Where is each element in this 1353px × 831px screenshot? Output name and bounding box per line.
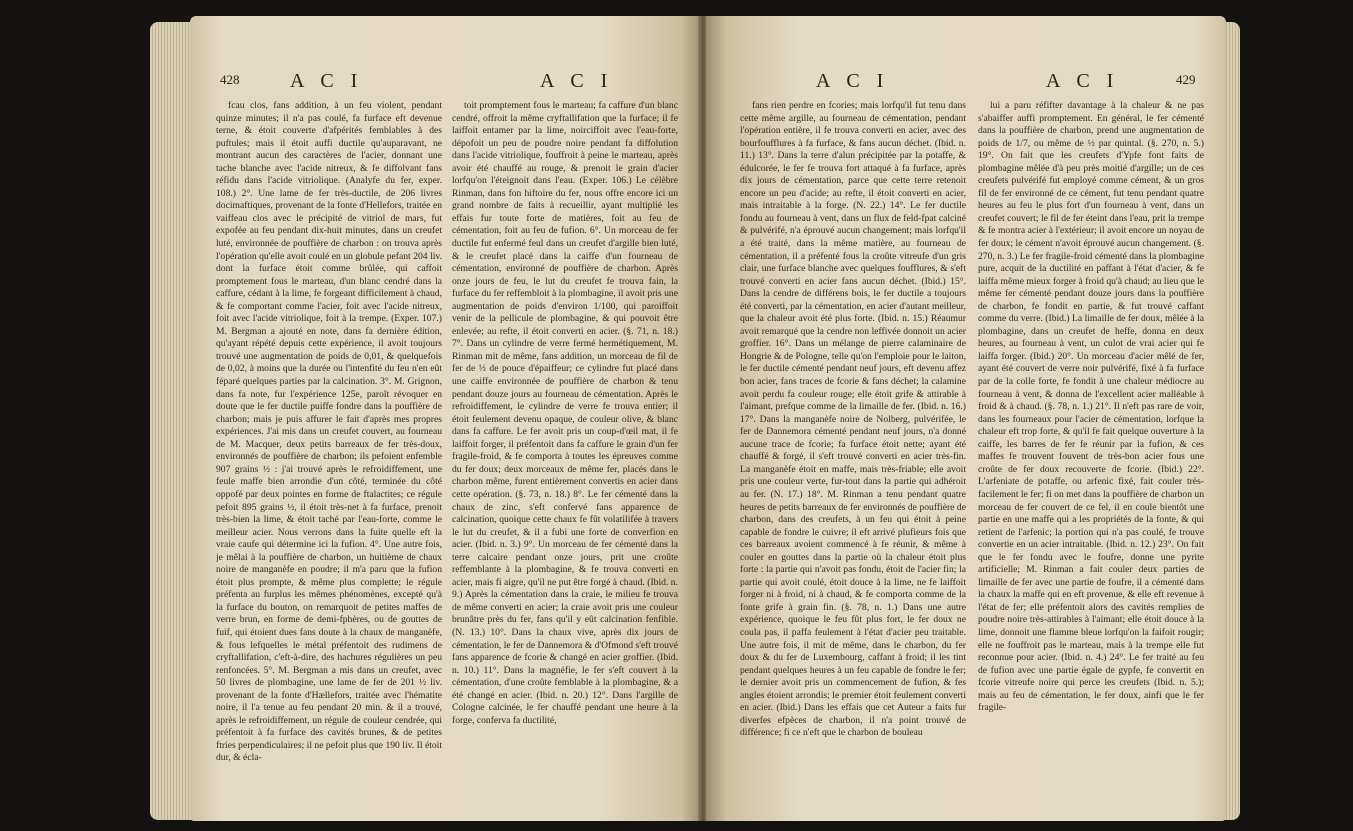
right-running-head-b: A C I: [1046, 70, 1120, 92]
right-column-2-text: lui a paru réfifter davantage à la chaleur & ne pas s'abaiffer auffi promptement. En général, le fer cémenté dans la pouffière de charbon, prend une augmentation de poids de 1/7, ou même de ½ par quintal. (§. 270, n. 5.) 19°. On fait que les creufets d'Ypfe font faits de plombagine mêlée d'à peu près moitié d'argille; un de ces creufets pulvérifé fut employé comme cément, & un gros fil de fer environné de ce cément, fut tenu pendant quatre heures au feu le plus fort d'un fourneau à vent, dans un creufet couvert; le fil de fer éteint dans l'eau, prit la trempe & fe montra acier à l'extérieur; il avoit encore un noyau de fer doux; le cément n'avoit éprouvé aucun changement. (§. 270, n. 3.) Le fer fragile-froid cémenté dans la plombagine pure, acquit de la ductilité en paffant à l'état d'acier, & fe laiffa même mieux forger à froid qu'à chaud; au lieu que le même fer cémenté pendant douze jours dans la pouffière de charbon, fe fondit en partie, & fut trouvé caffant comme du verre. (Ibid.) La limaille de fer doux, mêlée à la plombagine, dans un creufet de heffe, donna en deux heures, au fourneau à vent, un culot de vrai acier qui fe laiffa forger. (Ibid.) 20°. Un morceau d'acier mêlé de fer, ayant été couvert de verre noir pulvérifé, fixé à fa furface par de la colle forte, fe fondit à une chaleur médiocre au fourneau à vent, & donna de l'excellent acier malléable à froid & à chaud. (§. 78, n. 1.) 21°. Il n'eft pas rare de voir, dans les fourneaux pour l'acier de cémentation, lorfque la chaleur eft trop forte, & qu'il fe fait quelque ouverture à la caiffe, les barres de fer fe réunir par la fufion, & ces maffes fe trouvent fouvent de très-bon acier fous une croûte de fer doux recouverte de fcorie. (Ibid.) 22°. L'arfeniate de potaffe, ou arfenic fixé, fait couler très-facilement le fer; fi on met dans la pouffière de charbon un morceau de fer couvert de ce fel, il en coule bientôt une partie en une maffe qui a les propriétés de la fonte, & qui retient de l'arfenic; la portion qui n'a pas coulé, fe trouve convertie en un acier intraitable. (Ibid. n. 12.) 23°. On fait que le fer fondu avec le foufre, donne une pyrite artificielle; M. Rinman a fait couler deux parties de limaille de fer avec une partie de foufre, il a cémenté dans la chaux la maffe qui en eft provenue, & elle eft revenue à l'état de fer; elle préfentoit alors des cavités remplies de poudre noire très-attirables à l'aimant; elle étoit douce à la lime, donnoit une flamme bleue lorfqu'on la faifoit rougir; elle ne fouffroit pas le marteau, mais à la trempe elle fut reconnue pour acier. (Ibid. n. 4.) 24°. Le fer traité au feu de fufion avec une partie égale de gypfe, fe convertit en fcorie vitreufe noire qui perce les creufets (Ibid. n. 5.); mais au feu de cémentation, le fer doux, ainfi que le fer fragile-: [978, 100, 1204, 714]
left-column-2-text: toit promptement fous le marteau; fa caffure d'un blanc cendré, offroit la même cryftallifation que la furface; il fe laiffoit entamer par la lime, noirciffoit avec l'eau-forte, dépofoit un peu de poudre noire pendant fa diffolution dans l'acide vitriolique, fouffroit à peine le marteau, après avoir été chauffé au rouge, & prenoit le grain d'acier lorfqu'on l'éteignoit dans l'eau. (Exper. 106.) Le célèbre Rinman, dans fon hiftoire du fer, nous offre encore ici un grand nombre de faits à recueillir, ayant multiplié les effais fur toute forte de matières, foit au feu de cémentation, foit au feu de fufion. 6°. Un morceau de fer ductile fut enfermé feul dans un creufet d'argille bien luté, & le creufet placé dans la caiffe d'un fourneau de cémentation, environné de pouffière de charbon. Après onze jours de feu, le lut du creufet fe trouva fain, la furface du fer reffembloit à la plombagine, il avoit pris une augmentation de poids d'environ 1/100, qui paroiffoit venir de la pellicule de plombagine, & qui pouvoit être enlevée; au refte, il étoit converti en acier. (§. 71, n. 18.) 7°. Dans un cylindre de verre fermé hermétiquement, M. Rinman mit de même, fans addition, un morceau de fil de fer de ⅓ de pouce d'épaiffeur; ce cylindre fut placé dans une caiffe environnée de pouffière de charbon & tenu pendant douze jours au fourneau de cémentation. Après le refroidiffement, le cylindre de verre fe trouva entier; il étoit feulement devenu opaque, de couleur olive, & blanc dans fa caffure. Le fer avoit pris un coup-d'œil mat, il fe laiffoit forger, il préfentoit dans fa caffure le grain d'un fer fragile-froid, & fe comporta à toutes les épreuves comme du fer doux; deux morceaux de même fer, placés dans le charbon même, furent entièrement convertis en acier dans cette opération. (§. 73, n. 18.) 8°. Le fer cémenté dans la chaux de zinc, s'eft confervé fans apparence de calcination, quoique cette chaux fe fût volatilifée à travers le lut du creufet, & il a fubi une forte de converfion en acier. (Ibid. n. 3.) 9°. Un morceau de fer cémenté dans la terre calcaire pendant onze jours, prit une croûte reffemblante à la plombagine, & fe trouva converti en acier, mais fi aigre, qu'il ne put être forgé à chaud. (Ibid. n. 9.) Après la cémentation dans la craie, le milieu fe trouva de même converti en acier; la craie avoit pris une couleur brunâtre près du fer, fans qu'il y eût calcination fenfible. (N. 13.) 10°. Dans la chaux vive, après dix jours de cémentation, le fer de Dannemora & d'Ofmond s'eft trouvé fans apparence de fcorie & changé en acier groffier. (Ibid. n. 10.) 11°. Dans la magnéfie, le fer s'eft couvert à la cémentation, d'une croûte femblable à la plombagine, & a été changé en acier. (Ibid. n. 20.) 12°. Dans l'argille de Cologne calcinée, le fer chauffé pendant une heure à la forge, conferva fa ductilité,: [452, 100, 678, 726]
open-book: [150, 16, 1240, 826]
right-column-1-text: fans rien perdre en fcories; mais lorfqu'il fut tenu dans cette même argille, au fourneau de cémentation, pendant l'opération entière, il fe trouva converti en acier, avec des bourfoufflures à fa furface, & fans aucun déchet. (Ibid. n. 11.) 13°. Dans la terre d'alun précipitée par la potaffe, & édulcorée, le fer fe trouva fort attaqué à fa furface, après dix jours de cémentation, parce que cette terre retenoit encore un peu d'acide; au refte, il étoit converti en acier, mais intraitable à la forge. (N. 22.) 14°. Le fer ductile fondu au fourneau à vent, dans un flux de feld-fpat calciné & pulvérifé, n'a éprouvé aucun changement; mais lorfqu'il a été traité, dans la même matière, au fourneau de cémentation, il a préfenté fous la croûte vitreufe d'un gris clair, une furface blanche avec quelques foufflures, & s'eft trouvé converti en acier fans aucun déchet. (Ibid.) 15°. Dans la cendre de différens bois, le fer ductile a toujours été converti, par la cémentation, en acier d'autant meilleur, que la chaleur avoit été plus forte. (Ibid. n. 15.) Réaumur avoit remarqué que la cendre non leffivée donnoit un acier groffier. 16°. Dans un mélange de pierre calaminaire de Hongrie & de Pologne, telle qu'on l'emploie pour le laiton, le fer ductile cémenté pendant neuf jours, eft devenu affez bon acier, fans traces de fcorie & fans déchet; la calamine avoit perdu fa couleur rouge; elle étoit grife & attirable à l'aimant, prefque comme de la limaille de fer. (Ibid. n. 16.) 17°. Dans la manganèfe noire de Nolberg, pulvérifée, le fer de Dannemora cémenté pendant neuf jours, n'a donné aucune trace de fcorie; fa furface étoit nette; ayant été chauffé & forgé, il s'eft trouvé converti en acier très-fin. La manganèfe étoit en maffe, mais très-friable; elle avoit pris une couleur verte, fur-tout dans la partie qui adhéroit au fer. (N. 17.) 18°. M. Rinman a tenu pendant quatre heures de petits barreaux de fer environnés de pouffière de charbon, dans des creufets, à un feu qui étoit à peine capable de fondre le cuivre; il eft arrivé plufieurs fois que ces barreaux avoient commencé à fe réunir, & même à couler en gouttes dans la partie où la chaleur étoit plus forte : la partie qui n'avoit pas fondu, étoit de l'acier fin; la partie qui avoit coulé, étoit douce à la lime, ne fe laiffoit forger ni à froid, ni à chaud, & fe comporta comme de la fonte grife à grain fin. (§. 78, n. 1.) Dans une autre expérience, quoique le feu fût plus fort, le fer doux ne coula pas, il paffa feulement à l'état d'acier peu traitable. Une autre fois, il mit de même, dans le charbon, du fer doux & du fer de Luxembourg, caffant à froid; il les tint pendant quelques heures à un feu capable de fondre le fer; le dernier avoit pris un commencement de fufion, & fes angles étoient arrondis; le premier étoit feulement converti en acier. (Ibid.) Dans les effais que cet Auteur a faits fur diverfes efpèces de charbon, il n'a point trouvé de différence; fi ce n'eft que le charbon de bouleau: [740, 100, 966, 739]
left-page-header: [190, 72, 702, 96]
right-running-head-a: A C I: [816, 70, 890, 92]
left-column-1-text: fcau clos, fans addition, à un feu violent, pendant quinze minutes; il n'a pas coulé, fa furface eft devenue terne, & étoit couverte d'afpérités femblables à des puftules; mais il étoit auffi ductile qu'auparavant, ne montrant aucun des caractères de l'acier, donnant une tache blanche avec l'acide nitreux, & fe diffolvant fans réfidu dans l'acide vitriolique. (Analyfe du fer, exper. 108.) 2°. Une lame de fer très-ductile, de 206 livres docimaftiques, provenant de la fonte d'Hellefors, traitée en vaiffeau clos avec le précipité de vitriol de mars, fut expofée au feu pendant dix-huit minutes, dans un creufet luté, environnée de pouffière de charbon : on trouva après l'opération qu'elle avoit coulé en un globule pefant 204 liv. dont la furface étoit comme brûlée, qui caffoit promptement fous le marteau, d'un blanc cendré dans la caffure, cédant à la lime, fe forgeant difficilement à chaud, & fe comportant comme l'acier, foit avec l'acide nitreux, foit avec l'acide vitriolique, foit à la trempe. (Exper. 107.) M. Bergman a ajouté en note, dans fa dernière édition, qu'ayant répété depuis cette expérience, il avoit toujours trouvé une augmentation de poids de 0,01, & quelquefois de 0,02, à moins que la durée ou l'intenfité du feu n'en eût féparé quelques parties par la calcination. 3°. M. Grignon, dans fa note, fur l'expérience 125e, paroît révoquer en doute que le fer ductile puiffe fondre dans la pouffière de charbon; mais je puis affurer le fait d'après mes propres expériences. J'ai mis dans un creufet couvert, au fourneau de M. Macquer, deux petits barreaux de fer très-doux, environnés de pouffière de charbon; ils pefoient enfemble 907 grains ½ : j'ai trouvé après le refroidiffement, une feule maffe bien arrondie d'un côté, terminée du côté oppofé par deux pointes en forme de ftalactites; ce régule pefoit 895 grains ½, il étoit très-net à fa furface, prenoit très-bien la lime, & étoit taché par l'eau-forte, comme le meilleur acier. Nous verrons dans la fuite quelle eft la vraie caufe qui détermine ici la fufion. 4°. Une autre fois, je mêlai à la pouffière de charbon, un huitième de chaux noire de manganèfe en poudre; il m'a paru que la fufion étoit plus prompte, & même plus complette; le régule préfenta au furplus les mêmes phénomènes, excepté qu'à la furface du bouton, on remarquoit de petites maffes de verre brun, en forme de demi-fphères, ou de gouttes de fuif, qui étoient dues fans doute à la chaux de manganèfe, & fous lefquelles le métal préfentoit des rudimens de cryftallifation, c'eft-à-dire, des hachures régulières un peu renfoncées. 5°. M. Bergman a mis dans un creufet, avec 50 livres de plombagine, une lame de fer de 201 ½ liv. provenant de la fonte d'Hællefors, traitée avec l'hématite noire, il l'a tenue au feu pendant 20 min. & il a trouvé, après le refroidiffement, un régule de couleur cendrée, qui préfentoit à fa furface des cavités brunes, & de petites ftries perpendiculaires; il ne pefoit plus que 190 liv. Il étoit dur, & écla-: [216, 100, 442, 764]
right-page-header: [706, 72, 1226, 96]
left-page-number: 428: [220, 72, 240, 87]
left-page: [190, 16, 702, 821]
right-page-edges: [1224, 22, 1240, 820]
right-page-column-1: [740, 100, 966, 800]
left-page-edges: [150, 22, 192, 820]
left-page-column-1: [216, 100, 442, 800]
right-page-column-2: [978, 100, 1204, 800]
right-page-number: 429: [1176, 72, 1196, 87]
left-running-head-b: A C I: [540, 70, 614, 92]
right-page: [706, 16, 1226, 821]
left-running-head-a: A C I: [290, 70, 364, 92]
left-page-column-2: [452, 100, 678, 800]
